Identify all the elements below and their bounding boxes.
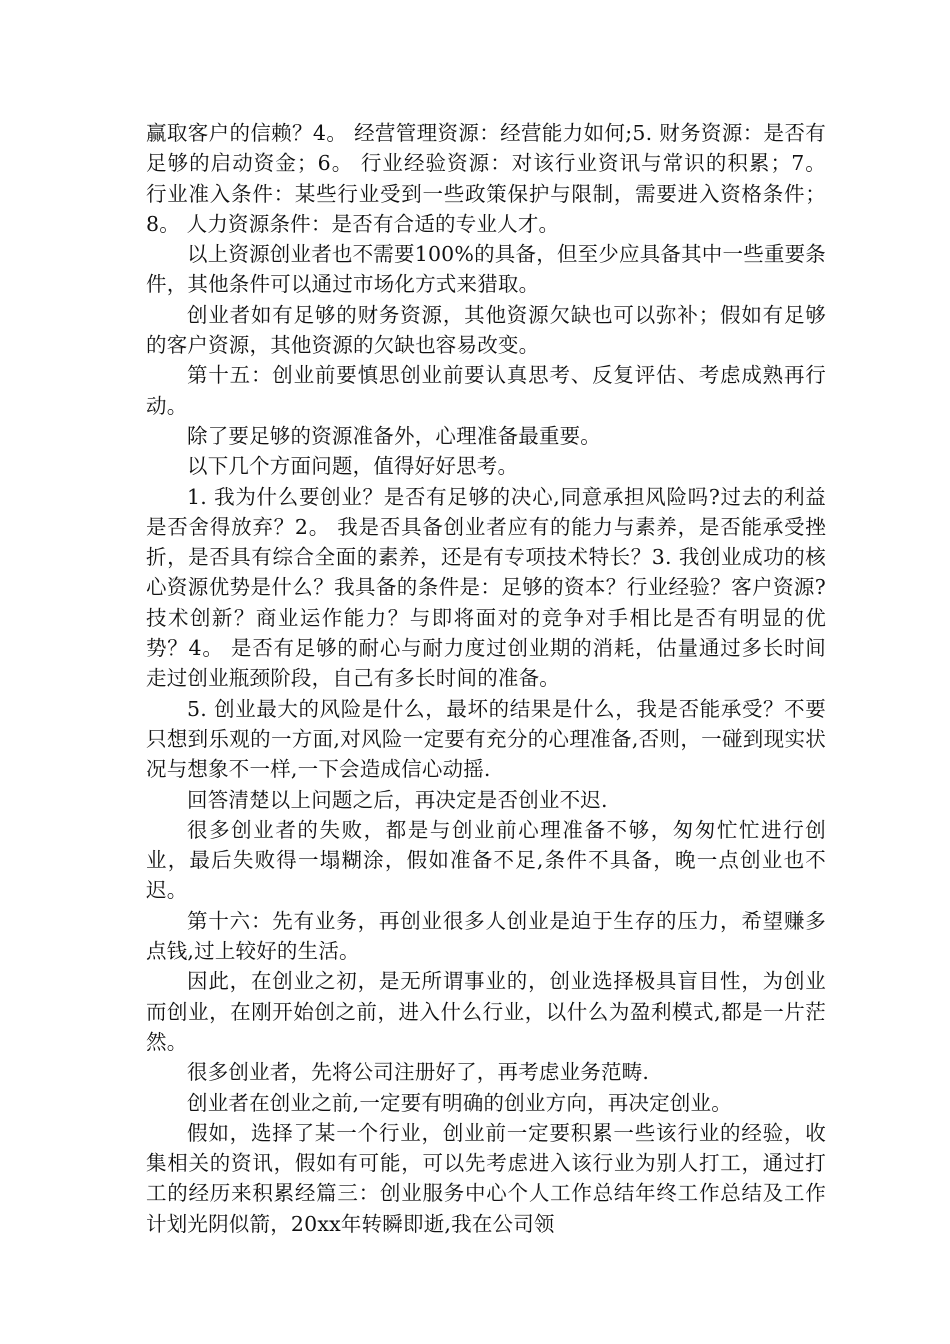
paragraph: 因此，在创业之初，是无所谓事业的，创业选择极具盲目性，为创业而创业，在刚开始创之前，进入什么行业，以什么为盈利模式,都是一片茫然。 — [146, 969, 826, 1054]
paragraph: 赢取客户的信赖？4。 经营管理资源：经营能力如何;5. 财务资源：是否有足够的启动资金；6。 行业经验资源：对该行业资讯与常识的积累；7。 行业准入条件：某些行业受到一些政策保护与限制，需要进入资格条件；8。 人力资源条件：是否有合适的专业人才。 — [146, 121, 826, 236]
paragraph: 创业者如有足够的财务资源，其他资源欠缺也可以弥补；假如有足够的客户资源，其他资源的欠缺也容易改变。 — [146, 302, 826, 358]
paragraph: 很多创业者，先将公司注册好了，再考虑业务范畴. — [187, 1060, 650, 1085]
paragraph: 以上资源创业者也不需要100%的具备，但至少应具备其中一些重要条件，其他条件可以通过市场化方式来猎取。 — [146, 242, 827, 297]
paragraph: 除了要足够的资源准备外，心理准备最重要。 — [187, 423, 601, 448]
paragraph: 回答清楚以上问题之后，再决定是否创业不迟. — [187, 787, 608, 812]
paragraph: 创业者在创业之前,一定要有明确的创业方向，再决定创业。 — [187, 1090, 732, 1115]
paragraph: 第十五：创业前要慎思创业前要认真思考、反复评估、考虑成熟再行动。 — [146, 363, 826, 418]
paragraph: 5. 创业最大的风险是什么，最坏的结果是什么，我是否能承受？不要只想到乐观的一方面,对风险一定要有充分的心理准备,否则，一碰到现实状况与想象不一样,一下会造成信心动摇. — [146, 696, 826, 782]
paragraph: 假如，选择了某一个行业，创业前一定要积累一些该行业的经验，收集相关的资讯，假如有可能，可以先考虑进入该行业为别人打工，通过打工的经历来积累经篇三：创业服务中心个人工作总结年终工作总结及工作计划光阴似箭，20xx年转瞬即逝,我在公司领 — [146, 1120, 826, 1236]
document-body — [146, 118, 826, 1239]
paragraph: 第十六：先有业务，再创业很多人创业是迫于生存的压力，希望赚多点钱,过上较好的生活。 — [146, 908, 826, 964]
paragraph: 1. 我为什么要创业？是否有足够的决心,同意承担风险吗?过去的利益是否舍得放弃？2。 我是否具备创业者应有的能力与素养，是否能承受挫折，是否具有综合全面的素养，还是有专项技术特长？3. 我创业成功的核心资源优势是什么？我具备的条件是：足够的资本？行业经验？客户资源?技术创新？商业运作能力？与即将面对的竞争对手相比是否有明显的优势？4。 是否有足够的耐心与耐力度过创业期的消耗，估量通过多长时间走过创业瓶颈阶段，自己有多长时间的准备。 — [146, 484, 826, 691]
paragraph: 很多创业者的失败，都是与创业前心理准备不够，匆匆忙忙进行创业，最后失败得一塌糊涂，假如准备不足,条件不具备，晚一点创业也不迟。 — [146, 817, 826, 903]
paragraph: 以下几个方面问题，值得好好思考。 — [187, 454, 519, 479]
